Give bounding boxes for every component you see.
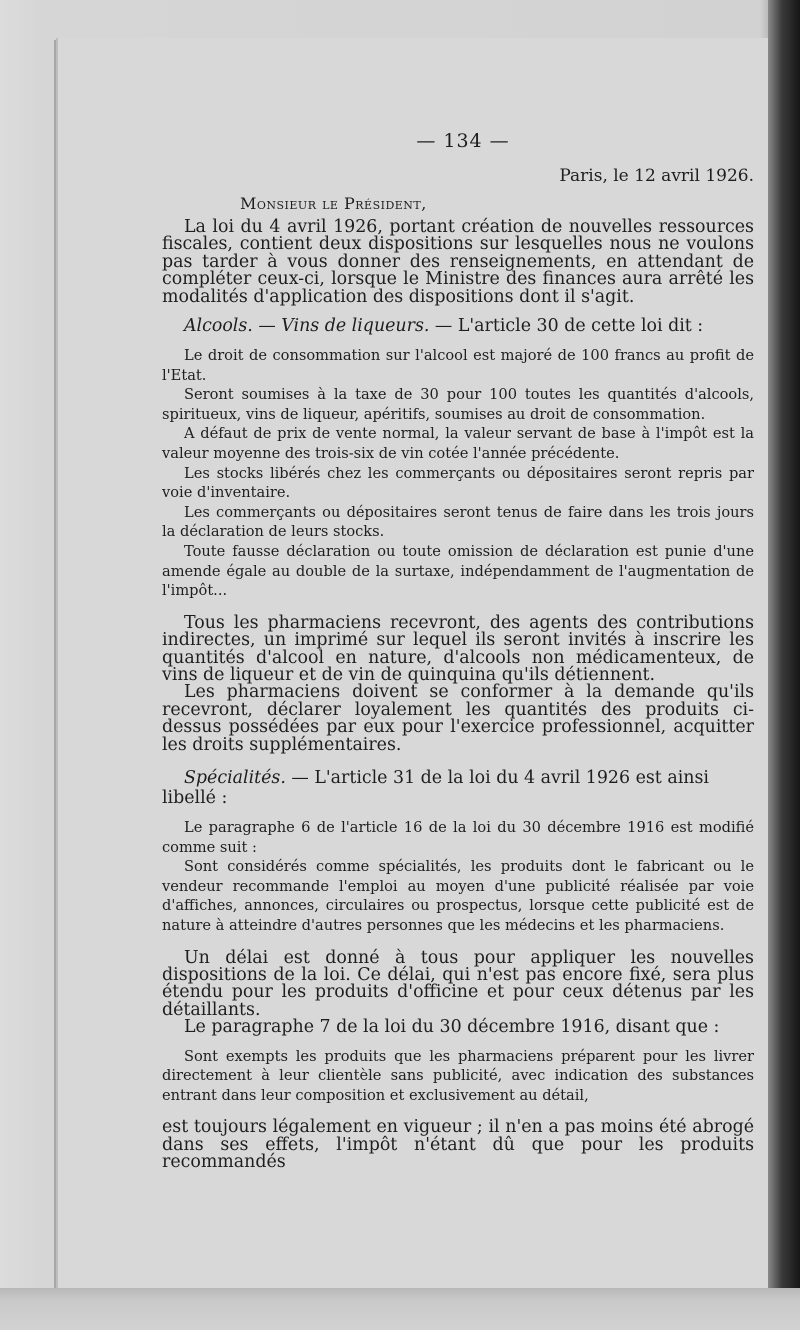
quote-paragraph: Le paragraphe 6 de l'article 16 de la loi du 30 décembre 1916 est modifié comme suit :: [162, 819, 754, 856]
section-heading-alcools-italic: Alcools. — Vins de liqueurs.: [184, 316, 430, 337]
closing-paragraph: est toujours légalement en vigueur ; il n'en a pas moins été abrogé dans ses effets, l'impôt n'étant dû que pour les produits recommandés: [162, 1117, 754, 1173]
page-bottom-margin: [0, 1288, 800, 1330]
quote-paragraph: Les commerçants ou dépositaires seront tenus de faire dans les trois jours la déclaration de leurs stocks.: [162, 503, 754, 541]
section-heading-specialites: [162, 768, 754, 808]
quote-paragraph: Sont considérés comme spécialités, les produits dont le fabricant ou le vendeur recommande l'emploi au moyen d'une publicité réalisée par voie d'affiches, annonces, circulaires ou prospectus, lorsque cette publicité est de nature à atteindre d'autres personnes que les médecins et les pharmaciens.: [162, 858, 754, 934]
commentary-paragraph: Les pharmaciens doivent se conformer à la demande qu'ils recevront, déclarer loyalement les quantités des produits ci-dessus possédées par eux pour l'exercice professionnel, acquitter les droits supplémentaires.: [162, 682, 754, 755]
quote-paragraph: Sont exempts les produits que les pharmaciens préparent pour les livrer directement à leur clientèle sans publicité, avec indication des substances entrant dans leur composition et exclusivement au détail,: [162, 1047, 754, 1104]
quote-paragraph: Seront soumises à la taxe de 30 pour 100 toutes les quantités d'alcools, spiritueux, vins de liqueur, apéritifs, soumises au droit de consommation.: [162, 386, 754, 423]
section-heading-alcools-rest: — L'article 30 de cette loi dit :: [429, 316, 704, 337]
section-heading-specialites-italic: Spécialités.: [184, 768, 286, 788]
quote-paragraph: A défaut de prix de vente normal, la valeur servant de base à l'impôt est la valeur moyenne des trois-six de vin cotée l'année précédente.: [162, 425, 754, 462]
section-heading-alcools: [162, 316, 754, 336]
page-number: — 134 —: [416, 130, 510, 152]
intro-paragraph: La loi du 4 avril 1926, portant création de nouvelles ressources fiscales, contient deux dispositions sur lesquelles nous ne voulons pas tarder à vous donner des renseignements, en attendant de compléter ceux-ci, lorsque le Ministre des finances aura arrêté les modalités d'application des dispositions dont il s'agit.: [162, 217, 754, 307]
quote-paragraph: Toute fausse déclaration ou toute omission de déclaration est punie d'une amende égale au double de la surtaxe, indépendamment de l'augmentation de l'impôt...: [162, 542, 754, 600]
section-heading-specialites-rest: — L'article 31 de la loi du 4 avril 1926 est ainsi libellé :: [162, 768, 709, 808]
commentary-paragraph: Le paragraphe 7 de la loi du 30 décembre 1916, disant que :: [184, 1017, 720, 1038]
quote-paragraph: Le droit de consommation sur l'alcool est majoré de 100 francs au profit de l'Etat.: [162, 347, 754, 384]
commentary-paragraph: Un délai est donné à tous pour appliquer les nouvelles dispositions de la loi. Ce délai, qui n'est pas encore fixé, sera plus étendu pour les produits d'officine et pour ceux détenus par les détaillants.: [162, 947, 754, 1020]
page-content: [162, 120, 754, 1172]
quote-paragraph: Les stocks libérés chez les commerçants ou dépositaires seront repris par voie d'inventaire.: [162, 464, 754, 502]
dateline: Paris, le 12 avril 1926.: [559, 166, 754, 186]
commentary-paragraph: Tous les pharmaciens recevront, des agents des contributions indirectes, un imprimé sur lequel ils seront invités à inscrire les quantités d'alcool en nature, d'alcools non médicamenteux, de vins de liqueur et de vin de quinquina qu'ils détiennent.: [162, 612, 754, 685]
salutation: Monsieur le Président,: [240, 194, 427, 213]
book-spine: [768, 0, 800, 1330]
